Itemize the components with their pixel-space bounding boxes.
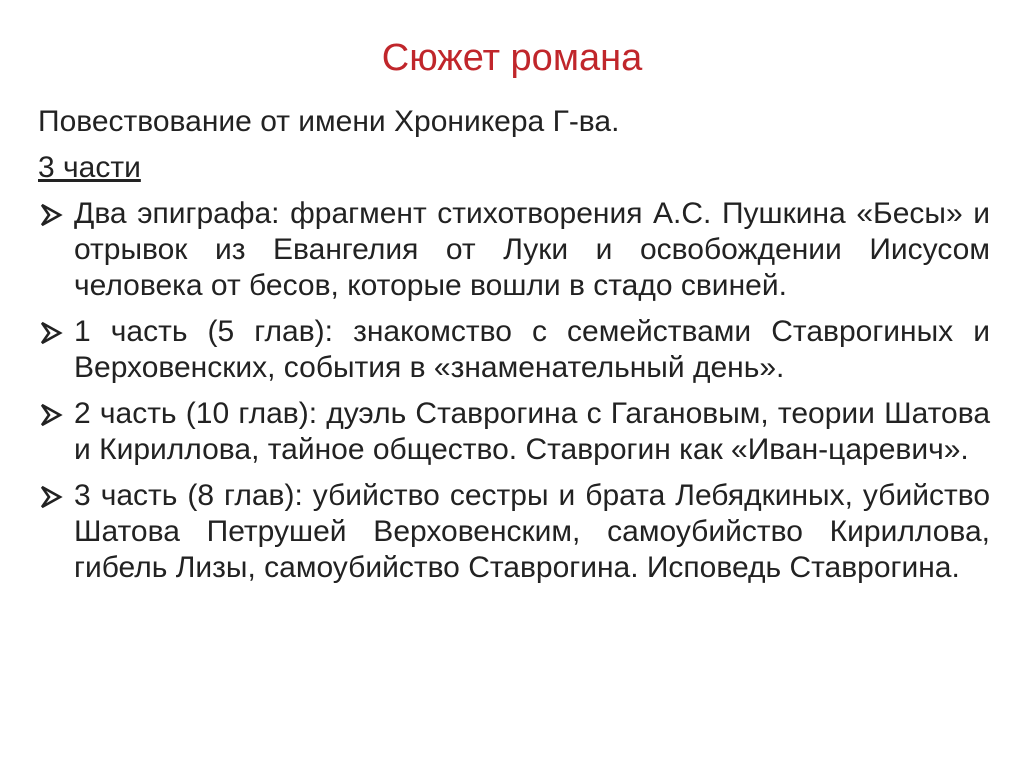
arrow-bullet-icon [38, 196, 74, 232]
bullet-item [38, 314, 990, 386]
parts-heading: 3 части [38, 151, 141, 184]
arrow-bullet-icon [38, 396, 74, 432]
bullet-text: 2 часть (10 глав): дуэль Ставрогина с Гагановым, теории Шатова и Кириллова, тайное общество. Ставрогин как «Иван-царевич». [74, 397, 990, 466]
bullet-item [38, 196, 990, 304]
bullet-text: 3 часть (8 глав): убийство сестры и брата Лебядкиных, убийство Шатова Петрушей Верховенским, самоубийство Кириллова, гибель Лизы, самоубийство Ставрогина. Исповедь Ставрогина. [74, 479, 990, 584]
bullet-text: Два эпиграфа: фрагмент стихотворения А.С. Пушкина «Бесы» и отрывок из Евангелия от Луки и освобождении Иисусом человека от бесов, которые вошли в стадо свиней. [74, 197, 990, 302]
bullet-item [38, 478, 990, 586]
bullet-item [38, 396, 990, 468]
arrow-bullet-icon [38, 478, 74, 514]
intro-line: Повествование от имени Хроникера Г-ва. [38, 105, 620, 138]
slide-title: Сюжет романа [381, 37, 643, 79]
parts-heading-row [38, 150, 990, 186]
bullet-text: 1 часть (5 глав): знакомство с семействами Ставрогиных и Верховенских, события в «знаменательный день». [74, 315, 990, 384]
arrow-bullet-icon [38, 314, 74, 350]
slide-content [38, 104, 990, 596]
